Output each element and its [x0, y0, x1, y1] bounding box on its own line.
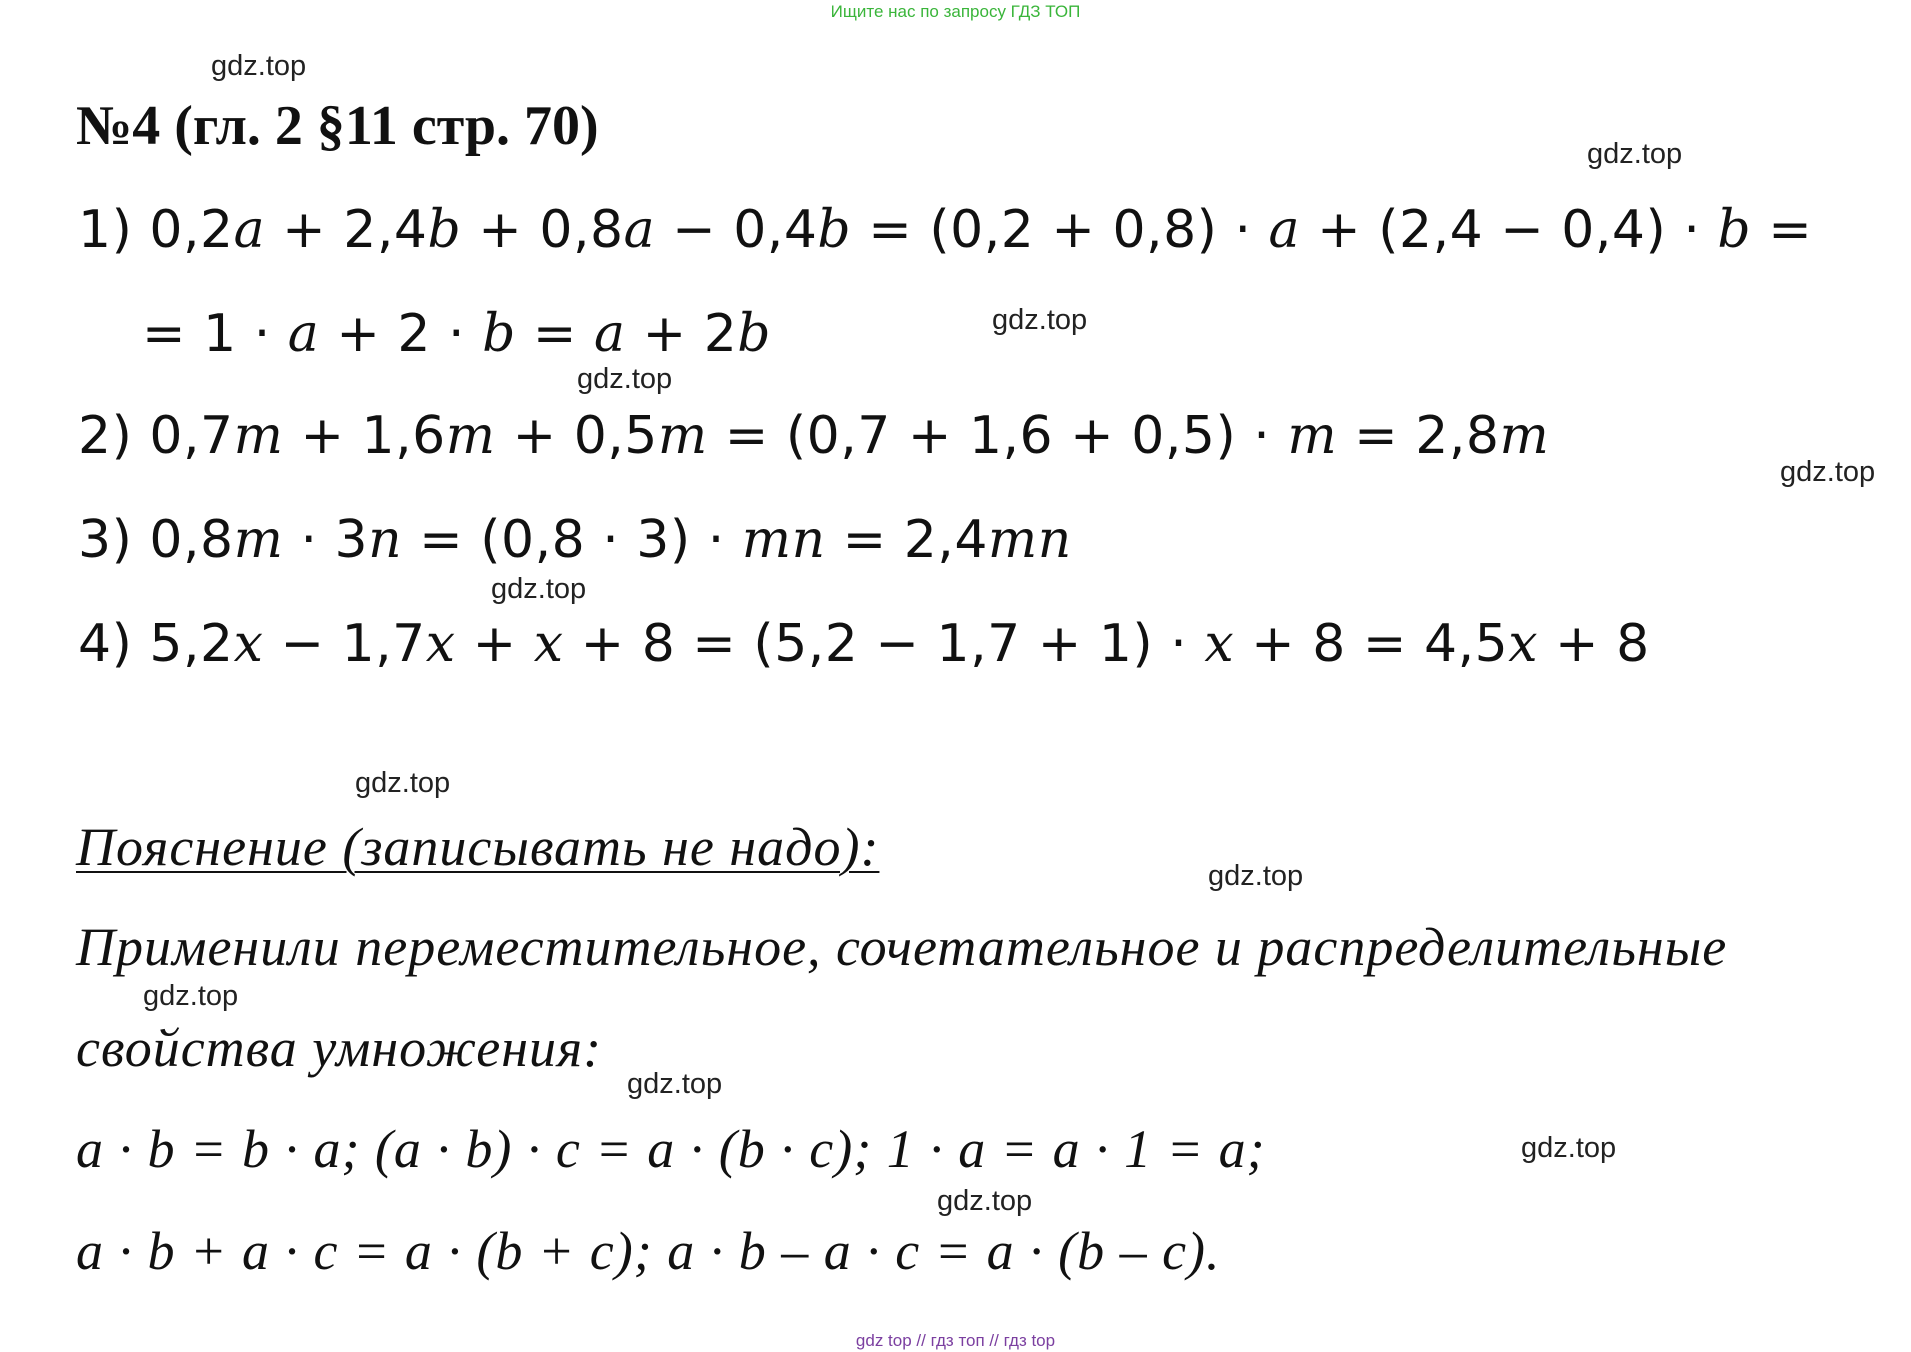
solution-line-1 — [78, 198, 1812, 262]
solution-line-3 — [78, 508, 1072, 572]
watermark: gdz.top — [143, 980, 239, 1012]
item-number: 1) — [78, 200, 150, 260]
explanation-text-line-1: Применили переместительное, сочетательное и распределительные — [76, 917, 1728, 977]
watermark: gdz.top — [577, 363, 673, 395]
watermark: gdz.top — [355, 767, 451, 799]
formula-line-2: a · b + a · c = a · (b + c); a · b – a · c = a · (b – c). — [76, 1221, 1221, 1281]
watermark: gdz.top — [937, 1185, 1033, 1217]
footer-note: gdz top // гдз топ // гдз top — [855, 1331, 1056, 1350]
watermark: gdz.top — [1521, 1132, 1617, 1164]
item-number: 2) — [78, 406, 150, 466]
explanation-heading: Пояснение (записывать не надо): — [76, 817, 880, 877]
item-number: 4) — [78, 614, 150, 674]
solution-line-2 — [78, 404, 1549, 468]
watermark: gdz.top — [211, 50, 307, 82]
page-title: №4 (гл. 2 §11 стр. 70) — [76, 95, 599, 157]
solution-line-4 — [78, 612, 1650, 676]
math-expression: 5,2x − 1,7x + x + 8 = (5,2 − 1,7 + 1) · x + 8 = 4,5x + 8 — [149, 614, 1650, 674]
watermark: gdz.top — [992, 304, 1088, 336]
math-expression: 0,7m + 1,6m + 0,5m = (0,7 + 1,6 + 0,5) · m = 2,8m — [149, 406, 1550, 466]
watermark: gdz.top — [1780, 456, 1876, 488]
item-number: 3) — [78, 510, 150, 570]
explanation-text-line-2: свойства умножения: — [76, 1018, 603, 1078]
math-expression: 0,8m · 3n = (0,8 · 3) · mn = 2,4mn — [149, 510, 1072, 570]
watermark: gdz.top — [1208, 860, 1304, 892]
watermark: gdz.top — [627, 1068, 723, 1100]
formula-line-1: a · b = b · a; (a · b) · c = a · (b · c); 1 · a = a · 1 = a; — [76, 1119, 1266, 1179]
math-expression: = 1 · a + 2 · b = a + 2b — [142, 304, 772, 364]
watermark: gdz.top — [1587, 138, 1683, 170]
math-expression: 0,2a + 2,4b + 0,8a − 0,4b = (0,2 + 0,8) · a + (2,4 − 0,4) · b = — [149, 200, 1813, 260]
solution-line-1-continued — [142, 302, 771, 366]
watermark: gdz.top — [491, 573, 587, 605]
header-note: Ищите нас по запросу ГДЗ ТОП — [830, 2, 1081, 21]
